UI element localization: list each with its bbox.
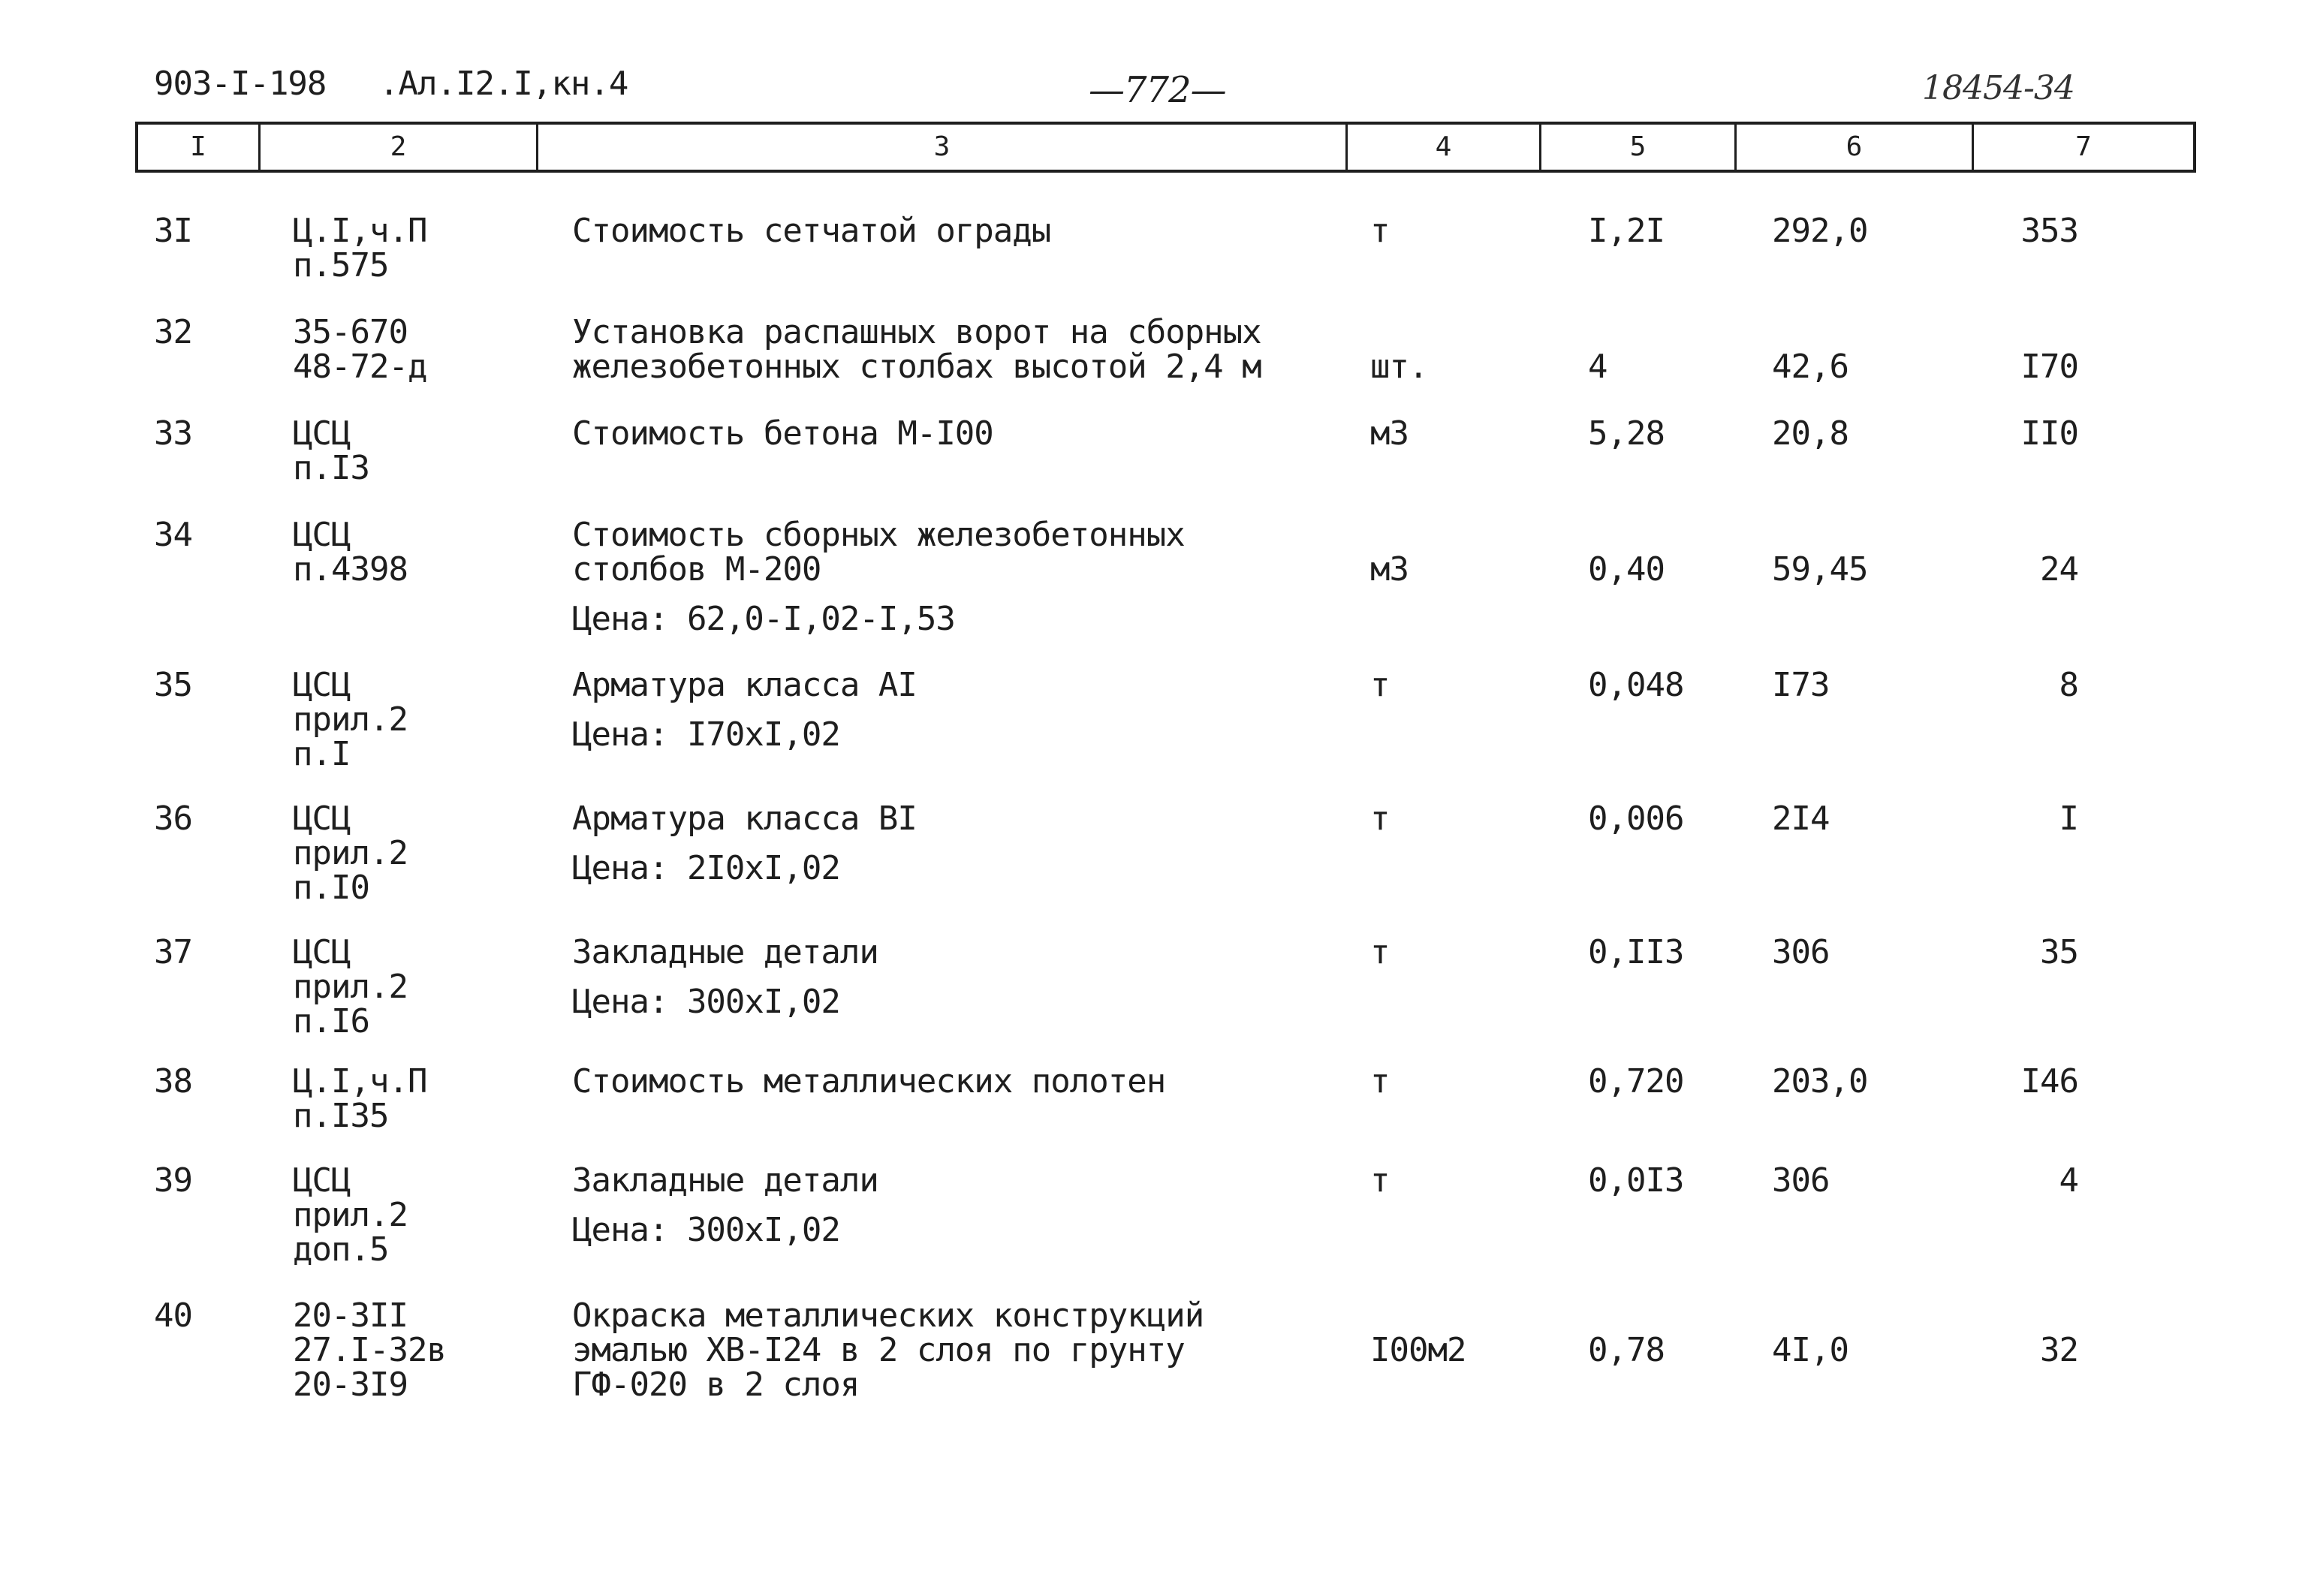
rate-code — [293, 802, 408, 905]
rate-code-line: ЦСЦ — [293, 414, 351, 453]
total-cost: 8 — [2059, 666, 2078, 704]
rate-code — [293, 518, 408, 587]
column-header: 3 — [536, 125, 1345, 170]
price-note: Цена: 2I0хI,02 — [572, 849, 840, 887]
rate-code-line: ЦСЦ — [293, 1161, 351, 1200]
rate-code-line: п.4398 — [293, 550, 408, 589]
row-number: 32 — [154, 313, 192, 351]
total-cost: 4 — [2059, 1161, 2078, 1200]
unit-cost: 4I,0 — [1772, 1331, 1849, 1369]
document-code: 903-I-198 — [154, 65, 327, 103]
unit-cost: 20,8 — [1772, 414, 1849, 453]
rate-code — [293, 1161, 408, 1269]
unit: т — [1370, 800, 1390, 838]
rate-code-line: 27.I-32в — [293, 1331, 446, 1369]
unit-cost: 306 — [1772, 1161, 1830, 1200]
work-description — [572, 935, 878, 1019]
description-line: эмалью ХВ-I24 в 2 слоя по грунту — [572, 1331, 1185, 1369]
quantity: I,2I — [1588, 212, 1665, 250]
rate-code-line: ЦСЦ — [293, 800, 351, 838]
rate-code-line: п.I6 — [293, 1002, 369, 1040]
column-header: I — [190, 131, 206, 162]
unit-cost: I73 — [1772, 666, 1830, 704]
rate-code-line: п.I0 — [293, 869, 369, 907]
unit: т — [1370, 212, 1390, 250]
work-description — [572, 315, 1261, 384]
rate-code-line: ЦСЦ — [293, 666, 351, 704]
work-description — [572, 802, 917, 886]
price-note: Цена: I70хI,02 — [572, 715, 840, 754]
description-line: Стоимость сетчатой ограды — [572, 212, 1051, 250]
rate-code-line: 20-3II — [293, 1296, 408, 1335]
rate-code — [293, 214, 426, 283]
description-line: железобетонных столбах высотой 2,4 м — [572, 348, 1261, 386]
row-number: 36 — [154, 800, 192, 838]
description-line: Окраска металлических конструкций — [572, 1296, 1204, 1335]
rate-code-line: прил.2 — [293, 968, 408, 1006]
description-line: Стоимость сборных железобетонных — [572, 516, 1185, 554]
price-note: Цена: 62,0-I,02-I,53 — [572, 600, 955, 638]
rate-code-line: прил.2 — [293, 834, 408, 872]
description-line: столбов М-200 — [572, 550, 821, 589]
quantity: 5,28 — [1588, 414, 1665, 453]
row-number: 37 — [154, 933, 192, 971]
quantity: 0,II3 — [1588, 933, 1684, 971]
unit: I00м2 — [1370, 1331, 1466, 1369]
work-description — [572, 1161, 878, 1249]
description-line: ГФ-020 в 2 слоя — [572, 1366, 860, 1404]
quantity: 0,720 — [1588, 1062, 1684, 1101]
work-description — [572, 1062, 1166, 1101]
quantity: 0,78 — [1588, 1331, 1665, 1369]
unit: т — [1370, 1161, 1390, 1200]
rate-code — [293, 935, 408, 1039]
rate-code-line: 48-72-д — [293, 348, 427, 386]
unit-cost: 59,45 — [1772, 550, 1868, 589]
work-description — [572, 414, 993, 453]
total-cost: 32 — [2040, 1331, 2078, 1369]
total-cost: I — [2059, 800, 2078, 838]
unit: т — [1370, 666, 1390, 704]
unit-cost: 203,0 — [1772, 1062, 1868, 1101]
rate-code — [293, 668, 408, 772]
rate-code — [293, 1062, 427, 1135]
column-header: 6 — [1734, 125, 1972, 170]
row-number: 39 — [154, 1161, 192, 1200]
price-note: Цена: 300хI,02 — [572, 1211, 840, 1249]
description-line: Арматура класса АI — [572, 666, 917, 704]
total-cost: 35 — [2040, 933, 2078, 971]
total-cost: I70 — [2020, 348, 2078, 386]
unit: м3 — [1370, 414, 1409, 453]
work-description — [572, 518, 1185, 637]
total-cost: I46 — [2020, 1062, 2078, 1101]
unit: т — [1370, 1062, 1390, 1101]
row-number: 34 — [154, 516, 192, 554]
unit-cost: 306 — [1772, 933, 1830, 971]
description-line: Установка распашных ворот на сборных — [572, 313, 1261, 351]
description-line: Закладные детали — [572, 933, 878, 971]
rate-code-line: прил.2 — [293, 1196, 408, 1234]
rate-code-line: ЦСЦ — [293, 516, 351, 554]
unit-cost: 292,0 — [1772, 212, 1868, 250]
archive-number: 18454-34 — [1922, 69, 2074, 107]
total-cost: II0 — [2020, 414, 2078, 453]
description-line: Стоимость бетона М-I00 — [572, 414, 993, 453]
rate-code-line: п.575 — [293, 246, 389, 285]
total-cost: 24 — [2040, 550, 2078, 589]
column-header: 4 — [1345, 125, 1539, 170]
unit-cost: 42,6 — [1772, 348, 1849, 386]
rate-code-line: п.I3 — [293, 449, 369, 487]
document-reference: .Ал.I2.I,кн.4 — [379, 65, 628, 103]
quantity: 0,0I3 — [1588, 1161, 1684, 1200]
total-cost: 353 — [2020, 212, 2078, 250]
rate-code-line: п.I35 — [293, 1097, 389, 1135]
row-number: 3I — [154, 212, 192, 250]
rate-code-line: п.I — [293, 735, 351, 773]
unit-cost: 2I4 — [1772, 800, 1830, 838]
column-header-row — [135, 122, 2196, 173]
quantity: 4 — [1588, 348, 1607, 386]
quantity: 0,006 — [1588, 800, 1684, 838]
rate-code-line: 20-3I9 — [293, 1366, 408, 1404]
rate-code — [293, 1296, 446, 1404]
rate-code-line: прил.2 — [293, 700, 408, 739]
rate-code-line: Ц.I,ч.П — [293, 1062, 427, 1101]
column-header: 7 — [1972, 125, 2193, 170]
rate-code-line: ЦСЦ — [293, 933, 351, 971]
unit: шт. — [1370, 348, 1428, 386]
row-number: 35 — [154, 666, 192, 704]
rate-code-line: 35-670 — [293, 313, 408, 351]
work-description — [572, 214, 1050, 248]
description-line: Закладные детали — [572, 1161, 878, 1200]
description-line: Стоимость металлических полотен — [572, 1062, 1166, 1101]
quantity: 0,048 — [1588, 666, 1684, 704]
rate-code-line: Ц.I,ч.П — [293, 212, 427, 250]
description-line: Арматура класса ВI — [572, 800, 917, 838]
rate-code-line: доп.5 — [293, 1230, 389, 1269]
row-number: 33 — [154, 414, 192, 453]
column-header: 5 — [1539, 125, 1734, 170]
quantity: 0,40 — [1588, 550, 1665, 589]
unit: т — [1370, 933, 1390, 971]
price-note: Цена: 300хI,02 — [572, 983, 840, 1021]
rate-code — [293, 315, 426, 384]
rate-code — [293, 414, 369, 487]
column-header: 2 — [258, 125, 536, 170]
row-number: 38 — [154, 1062, 192, 1101]
page-number: —772— — [1089, 69, 1226, 111]
row-number: 40 — [154, 1296, 192, 1335]
work-description — [572, 1296, 1204, 1404]
unit: м3 — [1370, 550, 1409, 589]
work-description — [572, 668, 917, 752]
